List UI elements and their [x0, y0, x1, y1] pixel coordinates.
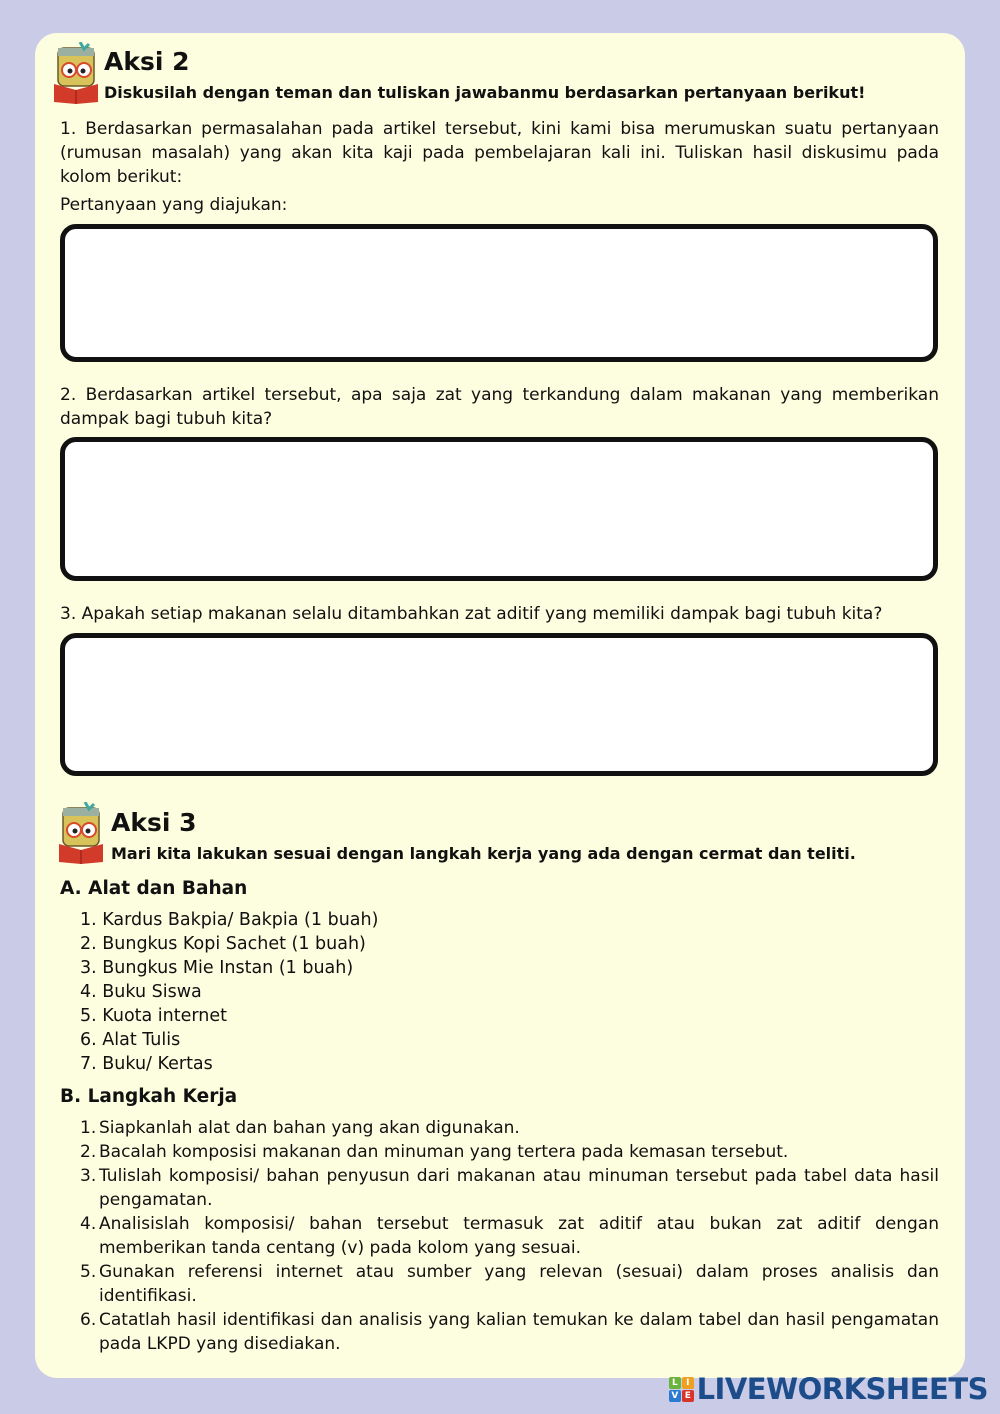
step-item: 3. Tulislah komposisi/ bahan penyusun dari makanan atau minuman tersebut pada tabel data hasil pengamatan. [80, 1166, 939, 1210]
steps-list [80, 1116, 939, 1356]
step-item: 4. Analisislah komposisi/ bahan tersebut termasuk zat aditif atau bukan zat aditif dengan memberikan tanda centang (v) pada kolom yang sesuai. [80, 1214, 939, 1258]
step-item: 5. Gunakan referensi internet atau sumber yang relevan (sesuai) dalam proses analisis dan identifikasi. [80, 1262, 939, 1306]
list-item: 2. Bungkus Kopi Sachet (1 buah) [80, 934, 366, 954]
aksi3-instruction: Mari kita lakukan sesuai dengan langkah kerja yang ada dengan cermat dan teliti. [111, 844, 856, 863]
list-item: 5. Kuota internet [80, 1006, 227, 1026]
question-3: 3. Apakah setiap makanan selalu ditambahkan zat aditif yang memiliki dampak bagi tubuh kita? [60, 604, 883, 624]
list-item: 7. Buku/ Kertas [80, 1054, 213, 1074]
answer-box-1[interactable] [60, 224, 938, 362]
question-2: 2. Berdasarkan artikel tersebut, apa saja zat yang terkandung dalam makanan yang memberikan dampak bagi tubuh kita? [60, 385, 939, 429]
list-item: 4. Buku Siswa [80, 982, 202, 1002]
book-character-icon [55, 802, 107, 864]
logo-text: LIVEWORKSHEETS [696, 1372, 988, 1406]
section-b-heading: B. Langkah Kerja [60, 1086, 238, 1107]
list-item: 6. Alat Tulis [80, 1030, 181, 1050]
aksi3-title: Aksi 3 [111, 808, 197, 837]
section-a-heading: A. Alat dan Bahan [60, 878, 248, 899]
step-item: 6. Catatlah hasil identifikasi dan analisis yang kalian temukan ke dalam tabel dan hasil pengamatan pada LKPD yang disediakan. [80, 1310, 939, 1354]
book-character-icon [50, 42, 102, 104]
answer-box-2[interactable] [60, 437, 938, 581]
materials-list [80, 908, 378, 1076]
step-item: 1. Siapkanlah alat dan bahan yang akan digunakan. [80, 1118, 520, 1138]
liveworksheets-logo[interactable] [669, 1372, 988, 1406]
question-1-label: Pertanyaan yang diajukan: [60, 195, 288, 215]
aksi2-title: Aksi 2 [104, 47, 190, 76]
answer-box-3[interactable] [60, 633, 938, 776]
step-item: 2. Bacalah komposisi makanan dan minuman yang tertera pada kemasan tersebut. [80, 1142, 789, 1162]
aksi2-instruction: Diskusilah dengan teman dan tuliskan jawabanmu berdasarkan pertanyaan berikut! [104, 83, 866, 102]
list-item: 1. Kardus Bakpia/ Bakpia (1 buah) [80, 910, 379, 930]
question-1: 1. Berdasarkan permasalahan pada artikel tersebut, kini kami bisa merumuskan suatu pertanyaan (rumusan masalah) yang akan kita kaji pada pembelajaran kali ini. Tuliskan hasil diskusimu pada kolom berikut: [60, 119, 939, 187]
logo-tiles-icon: L I V E [669, 1377, 694, 1402]
list-item: 3. Bungkus Mie Instan (1 buah) [80, 958, 354, 978]
